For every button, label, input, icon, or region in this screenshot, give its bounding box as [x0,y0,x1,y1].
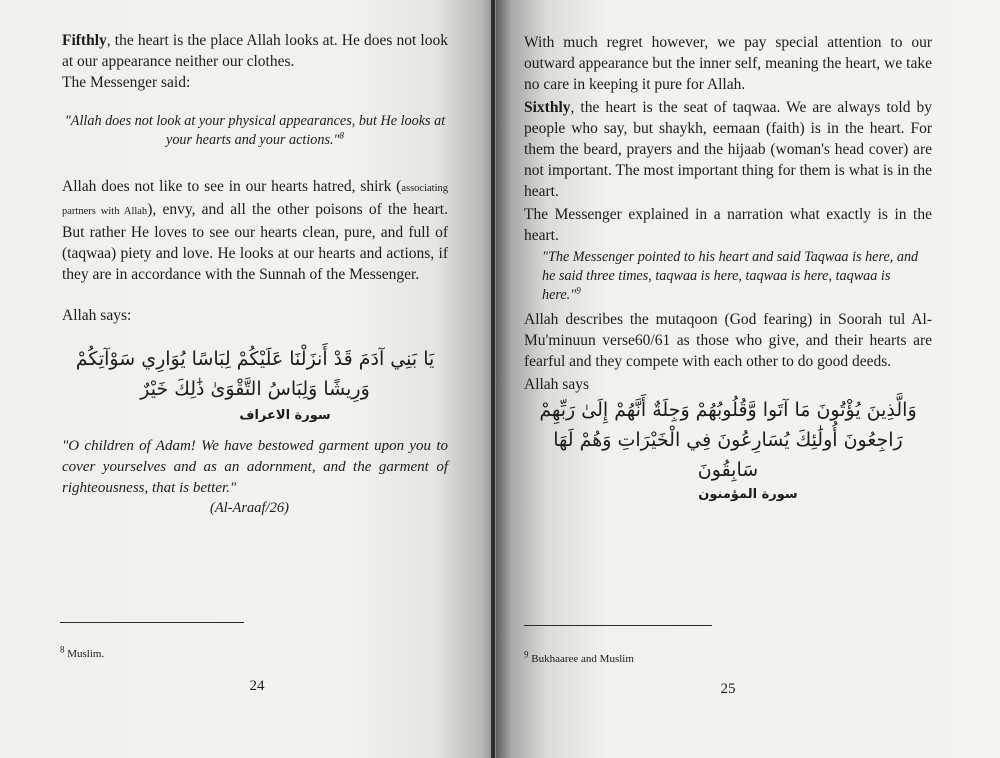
paragraph-allah-dislikes-b: ), envy, and all the other poisons of the heart. But rather He loves to see our hearts clean, pure, and full of (taqwaa) piety and love. He looks at our hearts and actions, if they are in accordance with the Sunnah of the Messenger. [62,201,448,283]
taqwaa-quote [524,248,932,305]
heading-fifthly: Fifthly [62,32,107,49]
footnote-ref-8: 8 [339,130,344,141]
arabic-verse-muminoon: وَالَّذِينَ يُؤْتُونَ مَا آتَوا وَّقُلُوبُهُمْ وَجِلَةٌ أَنَّهُمْ إِلَىٰ رَبِّهِمْ رَاجِعُونَ أُولَٰئِكَ يُسَارِعُونَ فِي الْخَيْرَاتِ وَهُمْ لَهَا سَابِقُونَ [539,399,917,481]
verse-translation: "O children of Adam! We have bestowed garment upon you to cover yourselves and as an adornment, and the garment of righteousness, that is better." [62,438,448,496]
paragraph-mutaqoon: Allah describes the mutaqoon (God fearing) in Soorah tul Al-Mu'minuun verse60/61 as those who give, and their hearts are fearful and they compete with each other to do good deeds. [524,311,932,370]
paragraph-allah-dislikes-a: Allah does not like to see in our hearts hatred, shirk ( [62,178,402,195]
paragraph-allah-says-right: Allah says [524,376,590,393]
footnote-8-number: 8 [60,644,65,655]
paragraph-allah-says: Allah says: [62,307,132,324]
taqwaa-quote-text: "The Messenger pointed to his heart and said Taqwaa is here, and he said three times, taqwaa is here, taqwaa is here, taqwaa is here." [542,249,919,303]
footnote-9 [524,649,634,666]
paragraph-allah-dislikes-small: associating partners with Allah [62,183,448,217]
paragraph-fifthly-text: , the heart is the place Allah looks at. He does not look at our appearance neither our clothes. [62,32,448,70]
footnote-9-number: 9 [524,649,529,660]
paragraph-allah-dislikes [62,176,448,285]
footnote-8 [60,644,105,661]
page-number-left: 24 [249,678,265,694]
arabic-surah-reference: سورة الاعراف [239,408,331,423]
footnote-divider [60,622,244,623]
verse-reference: (Al-Araaf/26) [210,500,289,516]
hadith-quote [62,112,448,150]
heading-sixthly: Sixthly [524,99,571,116]
right-page-content [524,32,932,505]
paragraph-sixthly-text: , the heart is the seat of taqwaa. We are always told by people who say, but shaykh, eemaan (faith) is in the heart. For them the beard, prayers and the hijaab (woman's head cover) are not important. The most important thing for them is what is in the heart. [524,99,932,200]
paragraph-regret: With much regret however, we pay special attention to our outward appearance but the inner self, meaning the heart, we take no care in keeping it pure for Allah. [524,34,932,93]
book-spine [491,0,495,758]
footnote-9-text: Bukhaaree and Muslim [531,653,634,665]
arabic-surah-reference-right: سورة المؤمنون [698,487,798,502]
footnote-divider-right [524,625,712,626]
footnote-ref-9: 9 [576,285,581,296]
left-page [0,0,496,758]
paragraph-fifthly [62,30,448,72]
hadith-quote-text: "Allah does not look at your physical appearances, but He looks at your hearts and your actions." [64,113,446,148]
paragraph-messenger-explained: The Messenger explained in a narration what exactly is in the heart. [524,206,932,244]
footnote-8-text: Muslim. [67,648,105,660]
arabic-verse-araaf: يَا بَنِي آدَمَ قَدْ أَنزَلْنَا عَلَيْكُمْ لِبَاسًا يُوَارِي سَوْآتِكُمْ وَرِيشًا وَلِبَاسُ التَّقْوَىٰ ذَٰلِكَ خَيْرٌ [75,348,435,400]
paragraph-sixthly [524,97,932,202]
paragraph-messenger-said: The Messenger said: [62,74,191,91]
right-page [496,0,1000,758]
page-number-right: 25 [720,681,736,697]
left-page-content [62,30,448,518]
